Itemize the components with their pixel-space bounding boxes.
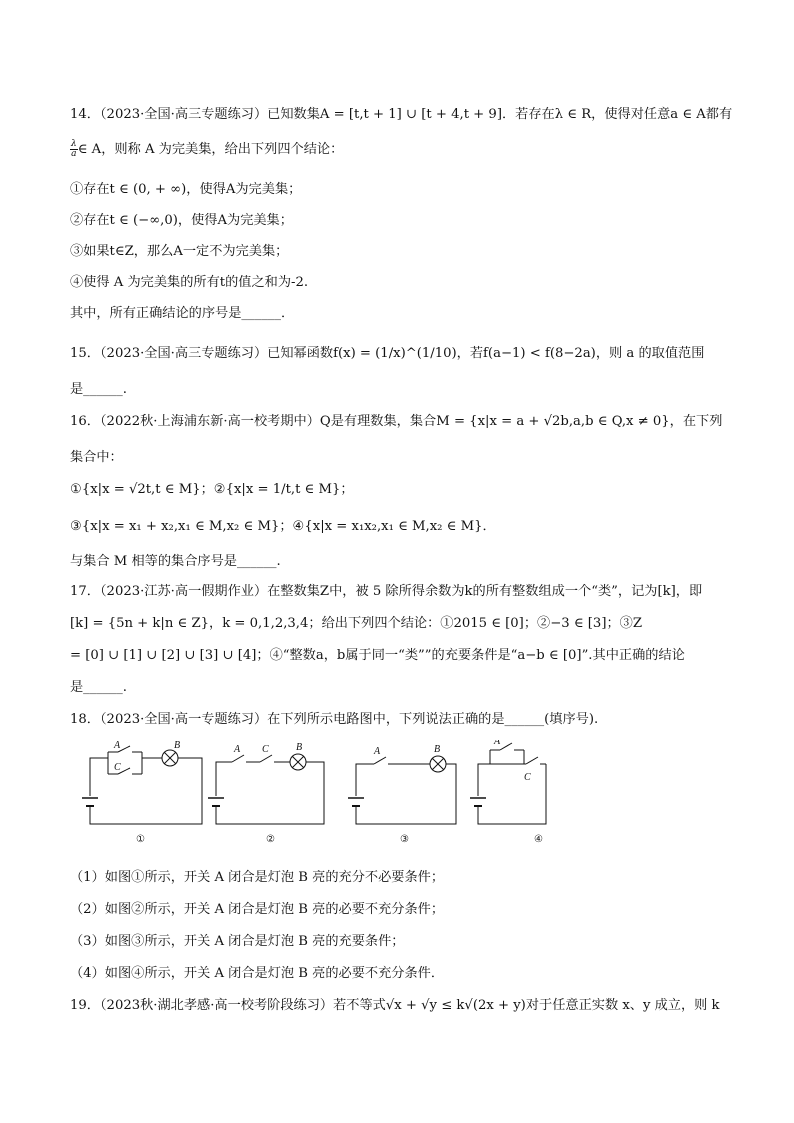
q14-stem-cont — [70, 138, 343, 159]
switch-c-label: C — [524, 772, 531, 783]
bulb-b-label: B — [174, 740, 181, 751]
circuit-3 — [348, 744, 456, 845]
q14-option-3: ③如果t∈Z，那么A一定不为完美集； — [70, 244, 289, 259]
q15-line-2: 是______. — [70, 382, 127, 397]
q17-line-1: 17．（2023·江苏·高一假期作业）在整数集Z中，被 5 除所得余数为k的所有整数组成一个“类”，记为[k]，即 — [70, 584, 703, 599]
q18-statement-3: （3）如图③所示，开关 A 闭合是灯泡 B 亮的充要条件； — [70, 934, 405, 949]
q16-line-2: 集合中： — [70, 450, 123, 465]
circuit-1 — [82, 740, 202, 845]
switch-a-label: A — [234, 744, 241, 755]
q16-line-4: ③{x|x = x₁ + x₂,x₁ ∈ M,x₂ ∈ M}；④{x|x = x₁x₂,x₁ ∈ M,x₂ ∈ M}． — [70, 519, 496, 534]
q16-line-5: 与集合 M 相等的集合序号是______. — [70, 554, 281, 569]
circuit-2 — [208, 742, 324, 845]
q17-line-3: = [0] ∪ [1] ∪ [2] ∪ [3] ∪ [4]；④“整数a，b属于同一“类””的充要条件是“a−b ∈ [0]”.其中正确的结论 — [70, 648, 685, 663]
q19-line-1: 19．（2023秋·湖北孝感·高一校考阶段练习）若不等式√x + √y ≤ k√(2x + y)对于任意正实数 x、y 成立，则 k — [70, 998, 720, 1013]
q14-question: 其中，所有正确结论的序号是______． — [70, 306, 295, 321]
q15-line-1: 15．（2023·全国·高三专题练习）已知幂函数f(x) = (1/x)^(1/10)，若f(a−1) < f(8−2a)，则 a 的取值范围 — [70, 346, 705, 361]
bulb-b-label: B — [296, 742, 303, 753]
figure-label-1: ① — [136, 834, 145, 845]
switch-a-label: A — [494, 740, 501, 747]
q18-line-1: 18．（2023·全国·高一专题练习）在下列所示电路图中，下列说法正确的是______(填序号). — [70, 712, 599, 727]
switch-c-label: C — [114, 762, 121, 773]
figure-label-3: ③ — [400, 834, 409, 845]
circuit-4 — [470, 740, 546, 845]
lambda-over-a-fraction — [70, 140, 78, 159]
q18-statement-2: （2）如图②所示，开关 A 闭合是灯泡 B 亮的必要不充分条件； — [70, 902, 445, 917]
q14-stem: 14．（2023·全国·高三专题练习）已知数集A = [t,t + 1] ∪ [t + 4,t + 9]．若存在λ ∈ R，使得对任意a ∈ A都有 — [70, 107, 733, 122]
q14-option-2: ②存在t ∈ (−∞,0)，使得A为完美集； — [70, 213, 293, 228]
bulb-b-label: B — [434, 744, 441, 755]
q14-option-1: ①存在t ∈ (0, + ∞)，使得A为完美集； — [70, 182, 302, 197]
q17-line-2: [k] = {5n + k|n ∈ Z}，k = 0,1,2,3,4；给出下列四个结论：①2015 ∈ [0]；②−3 ∈ [3]；③Z — [70, 616, 643, 631]
q16-line-1: 16．（2022秋·上海浦东新·高一校考期中）Q是有理数集，集合M = {x|x = a + √2b,a,b ∈ Q,x ≠ 0}，在下列 — [70, 414, 723, 429]
q17-line-4: 是______. — [70, 680, 127, 695]
q16-line-3: ①{x|x = √2t,t ∈ M}；②{x|x = 1/t,t ∈ M}； — [70, 482, 354, 497]
q14-option-4: ④使得 A 为完美集的所有t的值之和为-2. — [70, 275, 309, 290]
switch-a-label: A — [114, 740, 121, 751]
figure-label-2: ② — [266, 834, 275, 845]
fraction-numerator: λ — [71, 139, 77, 149]
fraction-denominator: a — [71, 149, 77, 159]
q18-statement-4: （4）如图④所示，开关 A 闭合是灯泡 B 亮的必要不充分条件． — [70, 966, 445, 981]
circuit-diagrams — [78, 740, 548, 845]
figure-label-4: ④ — [534, 834, 543, 845]
q14-stem-tail: ∈ A，则称 A 为完美集，给出下列四个结论： — [77, 142, 344, 157]
switch-a-label: A — [374, 746, 381, 757]
switch-c-label: C — [262, 744, 269, 755]
q18-statement-1: （1）如图①所示，开关 A 闭合是灯泡 B 亮的充分不必要条件； — [70, 870, 445, 885]
